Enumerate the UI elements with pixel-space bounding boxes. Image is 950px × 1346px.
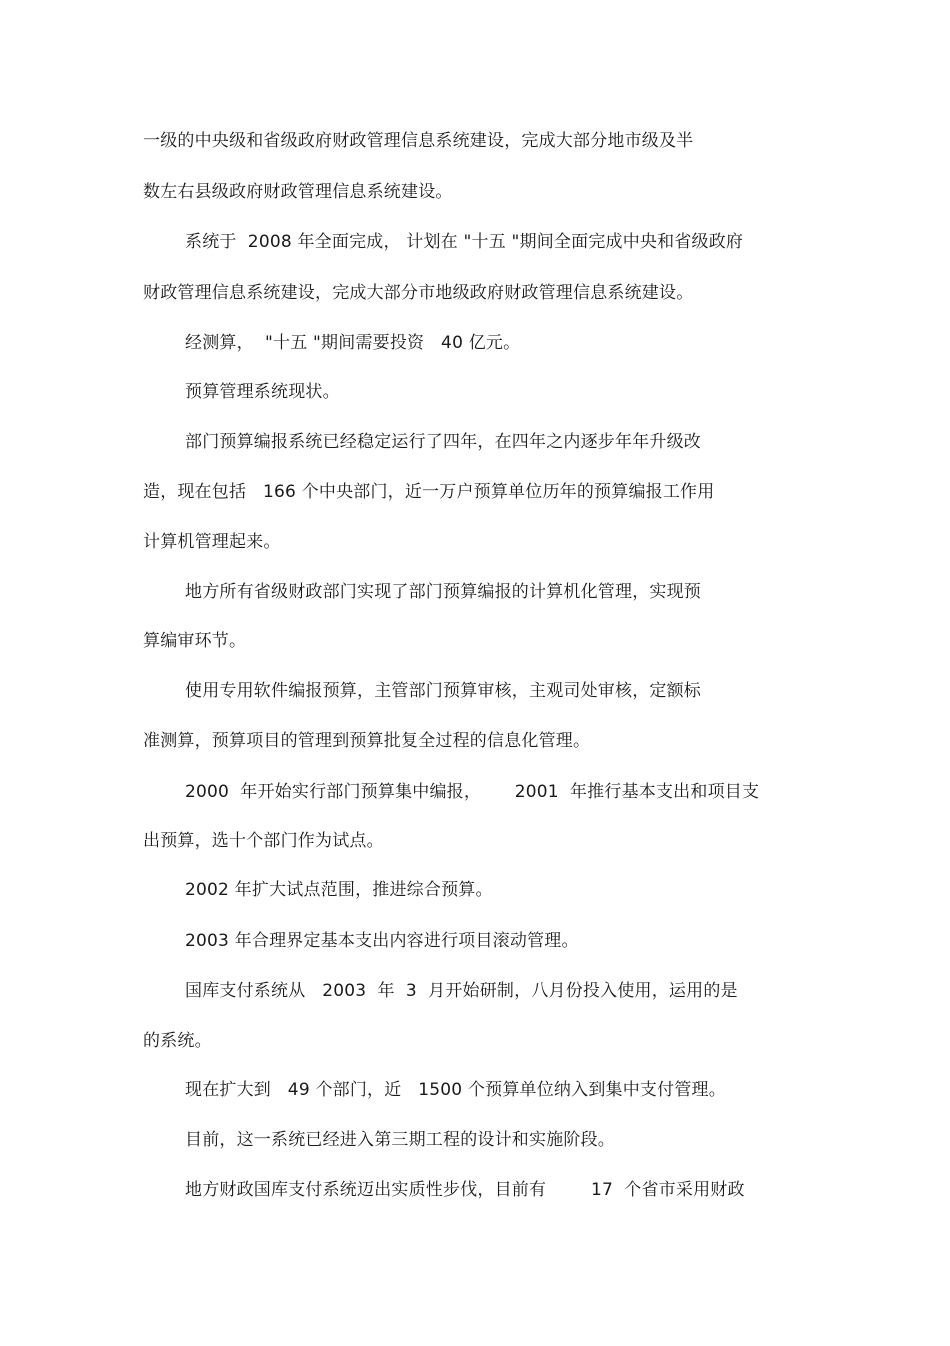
- text-line: 的系统。: [143, 1031, 212, 1051]
- text-line: 国库支付系统从 2003 年 3 月开始研制，八月份投入使用，运用的是: [185, 981, 738, 1001]
- text-line: 数左右县级政府财政管理信息系统建设。: [143, 182, 453, 202]
- text-line: 计算机管理起来。: [143, 532, 281, 552]
- text-line: 现在扩大到 49 个部门，近 1500 个预算单位纳入到集中支付管理。: [185, 1080, 726, 1100]
- text-line: 一级的中央级和省级政府财政管理信息系统建设，完成大部分地市级及半: [143, 131, 694, 151]
- text-line: 准测算，预算项目的管理到预算批复全过程的信息化管理。: [143, 731, 591, 751]
- text-line: 经测算， "十五 "期间需要投资 40 亿元。: [185, 333, 521, 353]
- text-line: 2003 年合理界定基本支出内容进行项目滚动管理。: [185, 931, 579, 951]
- text-line: 财政管理信息系统建设，完成大部分市地级政府财政管理信息系统建设。: [143, 283, 694, 303]
- text-line: 预算管理系统现状。: [185, 382, 340, 402]
- text-line: 2002 年扩大试点范围，推进综合预算。: [185, 880, 493, 900]
- text-line: 使用专用软件编报预算，主管部门预算审核，主观司处审核，定额标: [185, 681, 701, 701]
- text-line: 目前，这一系统已经进入第三期工程的设计和实施阶段。: [185, 1130, 615, 1150]
- text-line: 系统于 2008 年全面完成， 计划在 "十五 "期间全面完成中央和省级政府: [185, 232, 744, 252]
- text-line: 部门预算编报系统已经稳定运行了四年，在四年之内逐步年年升级改: [185, 432, 701, 452]
- text-line: 地方所有省级财政部门实现了部门预算编报的计算机化管理，实现预: [185, 582, 701, 602]
- text-line: 算编审环节。: [143, 631, 247, 651]
- text-line: 2000 年开始实行部门预算集中编报， 2001 年推行基本支出和项目支: [185, 782, 760, 802]
- text-line: 地方财政国库支付系统迈出实质性步伐，目前有 17 个省市采用财政: [185, 1180, 745, 1200]
- text-line: 出预算，选十个部门作为试点。: [143, 831, 384, 851]
- text-line: 造，现在包括 166 个中央部门，近一万户预算单位历年的预算编报工作用: [143, 482, 715, 502]
